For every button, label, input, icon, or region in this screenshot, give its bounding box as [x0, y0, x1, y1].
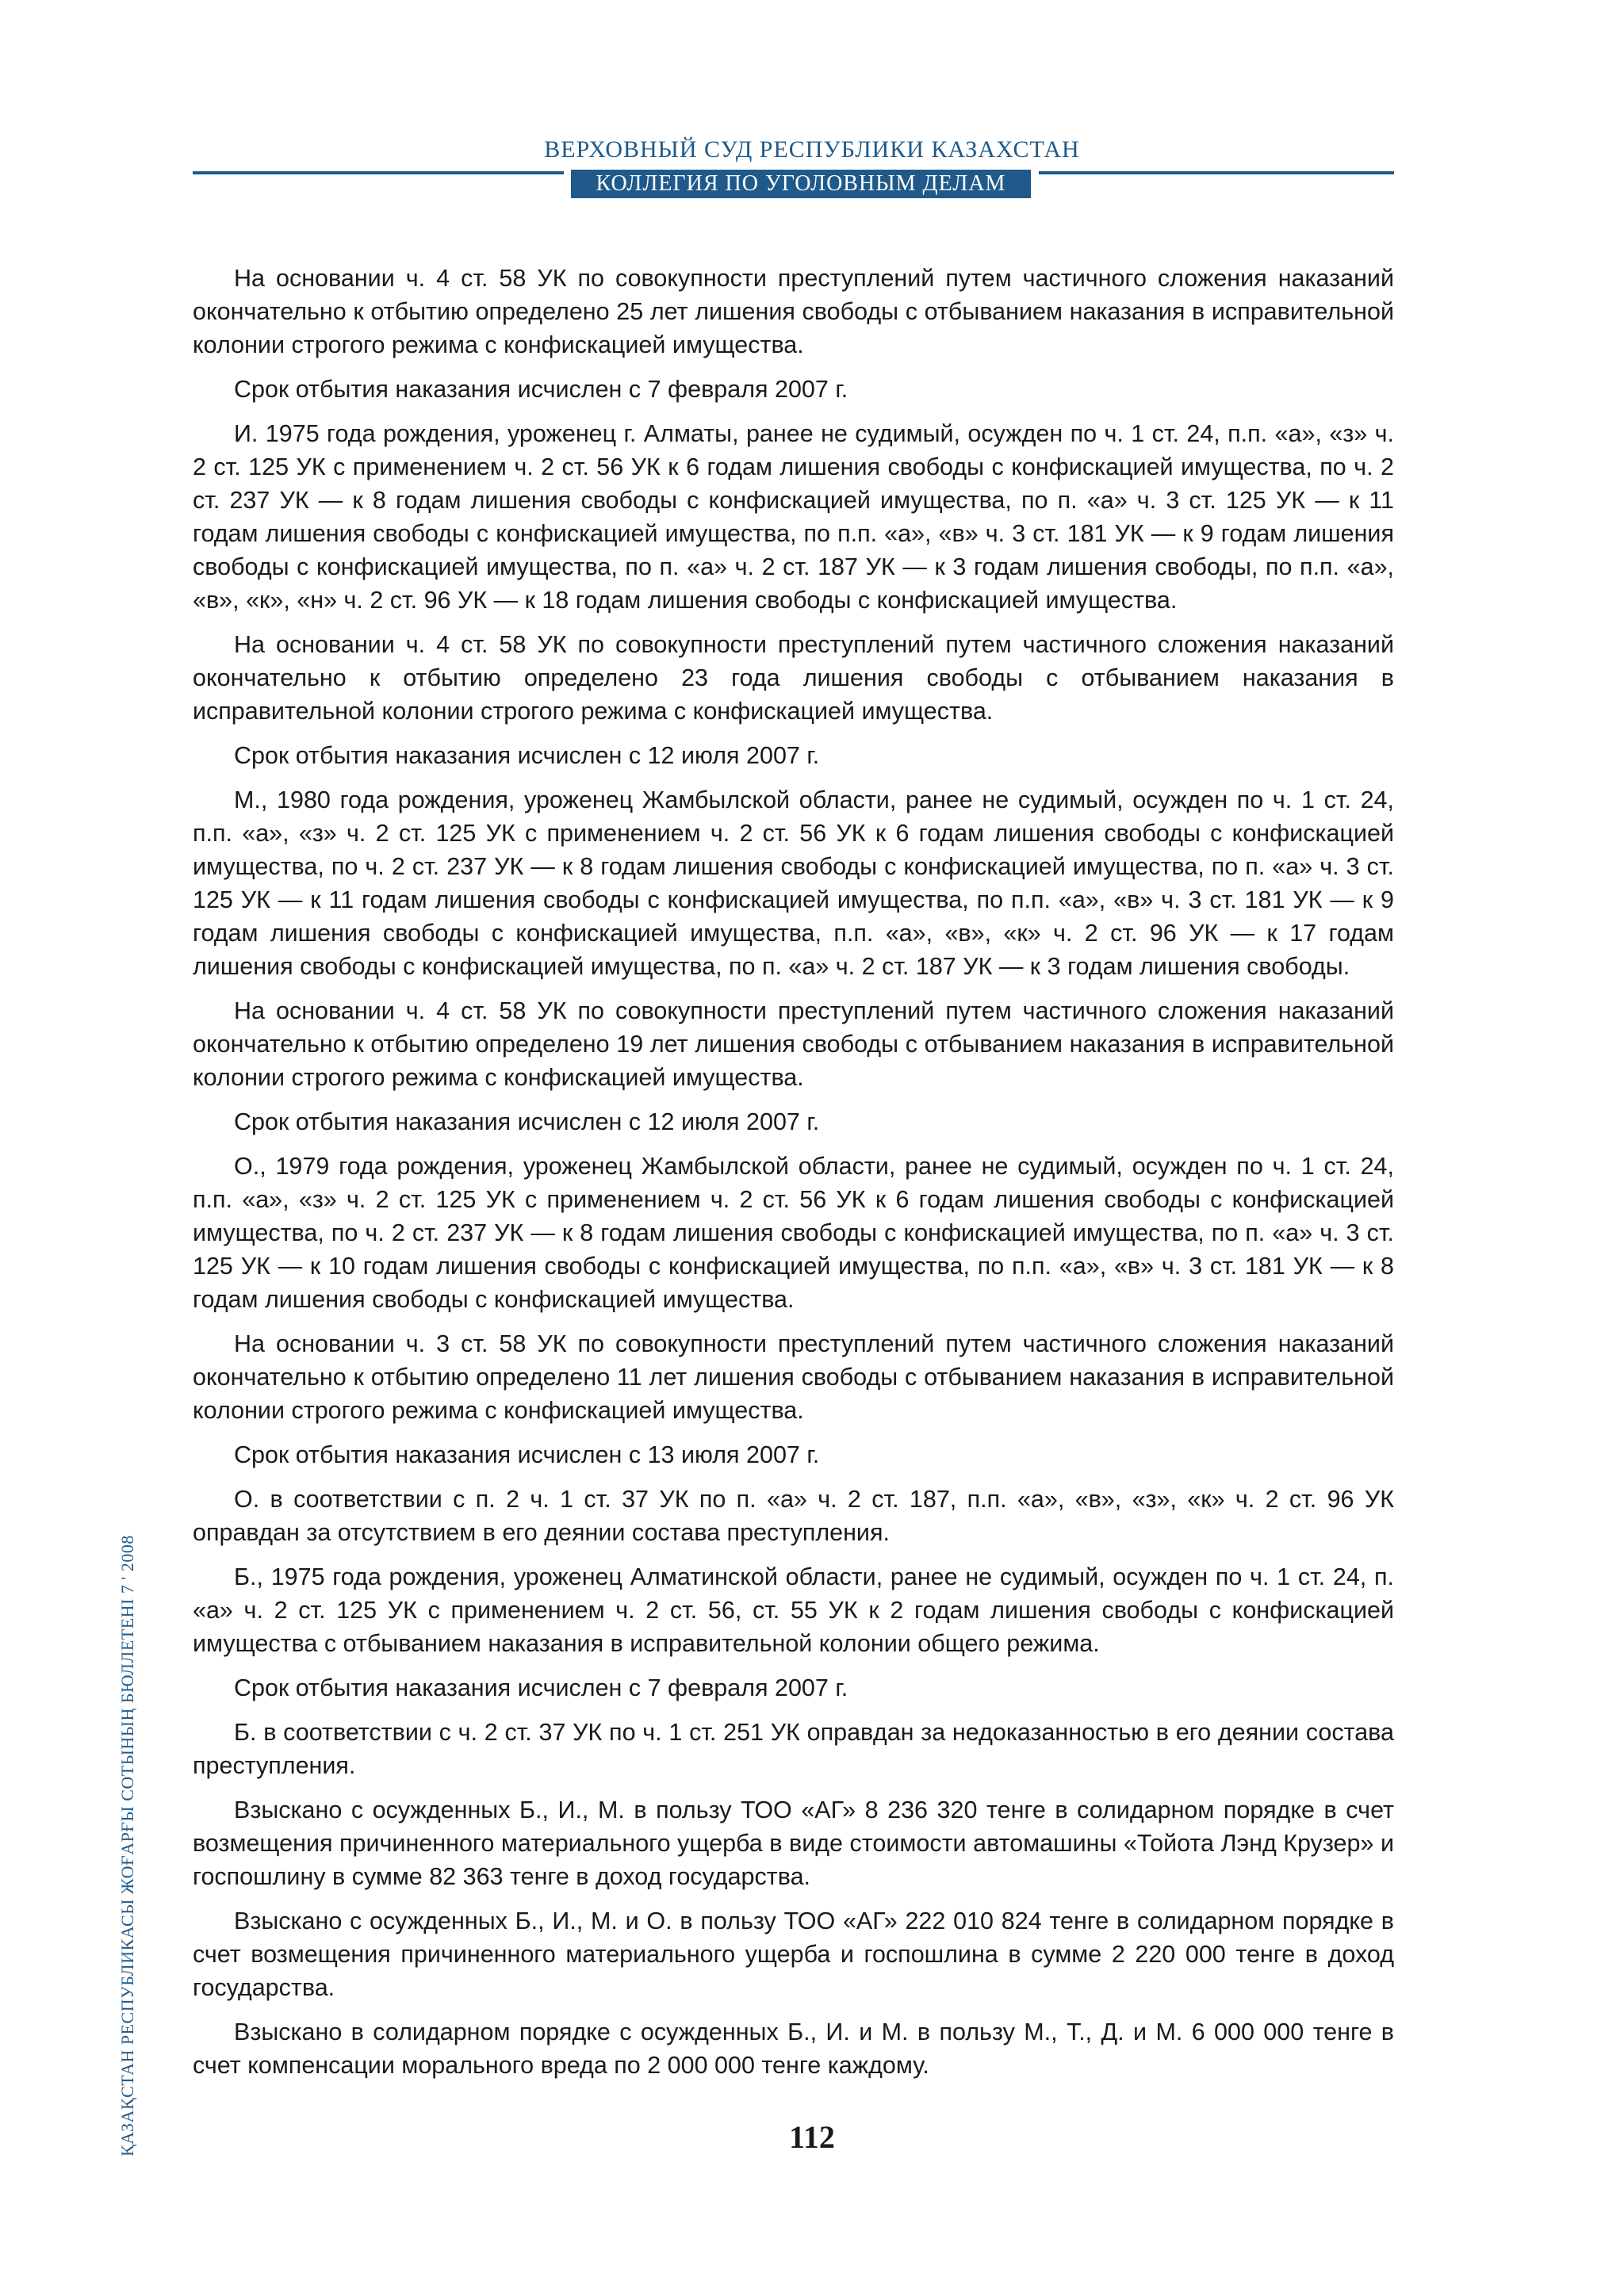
- paragraph: На основании ч. 4 ст. 58 УК по совокупности преступлений путем частичного сложения наказаний окончательно к отбытию определено 25 лет лишения свободы с отбыванием наказания в исправительной колонии строгого режима с конфискацией имущества.: [193, 265, 1394, 358]
- paragraph: Срок отбытия наказания исчислен с 7 февраля 2007 г.: [234, 1674, 848, 1701]
- paragraph: Б. в соответствии с ч. 2 ст. 37 УК по ч. 1 ст. 251 УК оправдан за недоказанностью в его деянии состава преступления.: [193, 1719, 1394, 1779]
- paragraph: Срок отбытия наказания исчислен с 12 июля 2007 г.: [234, 1108, 820, 1135]
- paragraph: М., 1980 года рождения, уроженец Жамбылской области, ранее не судимый, осужден по ч. 1 ст. 24, п.п. «а», «з» ч. 2 ст. 125 УК с применением ч. 2 ст. 56 УК к 6 годам лишения свободы с конфискацией имущества, по ч. 2 ст. 237 УК — к 8 годам лишения свободы с конфискацией имущества, по п. «а» ч. 3 ст. 125 УК — к 11 годам лишения свободы с конфискацией имущества, по п.п. «а», «в» ч. 3 ст. 181 УК — к 9 годам лишения свободы с конфискацией имущества, п.п. «а», «в», «к» ч. 2 ст. 96 УК — к 17 годам лишения свободы с конфискацией имущества, по п. «а» ч. 2 ст. 187 УК — к 3 годам лишения свободы.: [193, 786, 1394, 980]
- paragraph: На основании ч. 4 ст. 58 УК по совокупности преступлений путем частичного сложения наказаний окончательно к отбытию определено 23 года лишения свободы с отбыванием наказания в исправительной колонии строгого режима с конфискацией имущества.: [193, 631, 1394, 725]
- paragraph: На основании ч. 4 ст. 58 УК по совокупности преступлений путем частичного сложения наказаний окончательно к отбытию определено 19 лет лишения свободы с отбыванием наказания в исправительной колонии строгого режима с конфискацией имущества.: [193, 997, 1394, 1091]
- header-rule-right: [1039, 171, 1394, 174]
- page-header: [0, 136, 1624, 200]
- page-number: 112: [789, 2119, 835, 2155]
- header-rule-left: [193, 171, 564, 174]
- paragraph: О. в соответствии с п. 2 ч. 1 ст. 37 УК по п. «а» ч. 2 ст. 187, п.п. «а», «в», «з», «к» ч. 2 ст. 96 УК оправдан за отсутствием в его деянии состава преступления.: [193, 1486, 1394, 1546]
- paragraph: Взыскано с осужденных Б., И., М. в пользу ТОО «АГ» 8 236 320 тенге в солидарном порядке в счет возмещения причиненного материального ущерба в виде стоимости автомашины «Тойота Лэнд Крузер» и госпошлину в сумме 82 363 тенге в доход государства.: [193, 1797, 1394, 1890]
- paragraph: Срок отбытия наказания исчислен с 12 июля 2007 г.: [234, 742, 820, 769]
- document-body: [193, 262, 1394, 2093]
- paragraph: Взыскано в солидарном порядке с осужденных Б., И. и М. в пользу М., Т., Д. и М. 6 000 000 тенге в счет компенсации морального вреда по 2 000 000 тенге каждому.: [193, 2019, 1394, 2079]
- paragraph: Срок отбытия наказания исчислен с 13 июля 2007 г.: [234, 1441, 820, 1468]
- paragraph: Взыскано с осужденных Б., И., М. и О. в пользу ТОО «АГ» 222 010 824 тенге в солидарном порядке в счет возмещения причиненного материального ущерба и госпошлина в сумме 2 220 000 тенге в доход государства.: [193, 1908, 1394, 2001]
- paragraph: О., 1979 года рождения, уроженец Жамбылской области, ранее не судимый, осужден по ч. 1 ст. 24, п.п. «а», «з» ч. 2 ст. 125 УК с применением ч. 2 ст. 56 УК к 6 годам лишения свободы с конфискацией имущества, по ч. 2 ст. 237 УК — к 8 годам лишения свободы с конфискацией имущества, по п. «а» ч. 3 ст. 125 УК — к 10 годам лишения свободы с конфискацией имущества, по п.п. «а», «в» ч. 3 ст. 181 УК — к 8 годам лишения свободы с конфискацией имущества.: [193, 1153, 1394, 1313]
- paragraph: Срок отбытия наказания исчислен с 7 февраля 2007 г.: [234, 376, 848, 403]
- paragraph: Б., 1975 года рождения, уроженец Алматинской области, ранее не судимый, осужден по ч. 1 ст. 24, п. «а» ч. 2 ст. 125 УК с применением ч. 2 ст. 56, ст. 55 УК к 2 годам лишения свободы с конфискацией имущества с отбыванием наказания в исправительной колонии общего режима.: [193, 1563, 1394, 1657]
- header-title: ВЕРХОВНЫЙ СУД РЕСПУБЛИКИ КАЗАХСТАН: [544, 136, 1080, 163]
- paragraph: На основании ч. 3 ст. 58 УК по совокупности преступлений путем частичного сложения наказаний окончательно к отбытию определено 11 лет лишения свободы с отбыванием наказания в исправительной колонии строгого режима с конфискацией имущества.: [193, 1330, 1394, 1424]
- header-subtitle: КОЛЛЕГИЯ ПО УГОЛОВНЫМ ДЕЛАМ: [571, 170, 1031, 198]
- paragraph: И. 1975 года рождения, уроженец г. Алматы, ранее не судимый, осужден по ч. 1 ст. 24, п.п. «а», «з» ч. 2 ст. 125 УК с применением ч. 2 ст. 56 УК к 6 годам лишения свободы с конфискацией имущества, по ч. 2 ст. 237 УК — к 8 годам лишения свободы с конфискацией имущества, по п. «а» ч. 3 ст. 125 УК — к 11 годам лишения свободы с конфискацией имущества, по п.п. «а», «в» ч. 3 ст. 181 УК — к 9 годам лишения свободы с конфискацией имущества, по п. «а» ч. 2 ст. 187 УК — к 3 годам лишения свободы, по п.п. «а», «в», «к», «н» ч. 2 ст. 96 УК — к 18 годам лишения свободы с конфискацией имущества.: [193, 420, 1394, 614]
- side-running-title: ҚАЗАҚСТАН РЕСПУБЛИКАСЫ ЖОҒАРҒЫ СОТЫНЫҢ БЮЛЛЕТЕНІ 7 ' 2008: [117, 1535, 137, 2156]
